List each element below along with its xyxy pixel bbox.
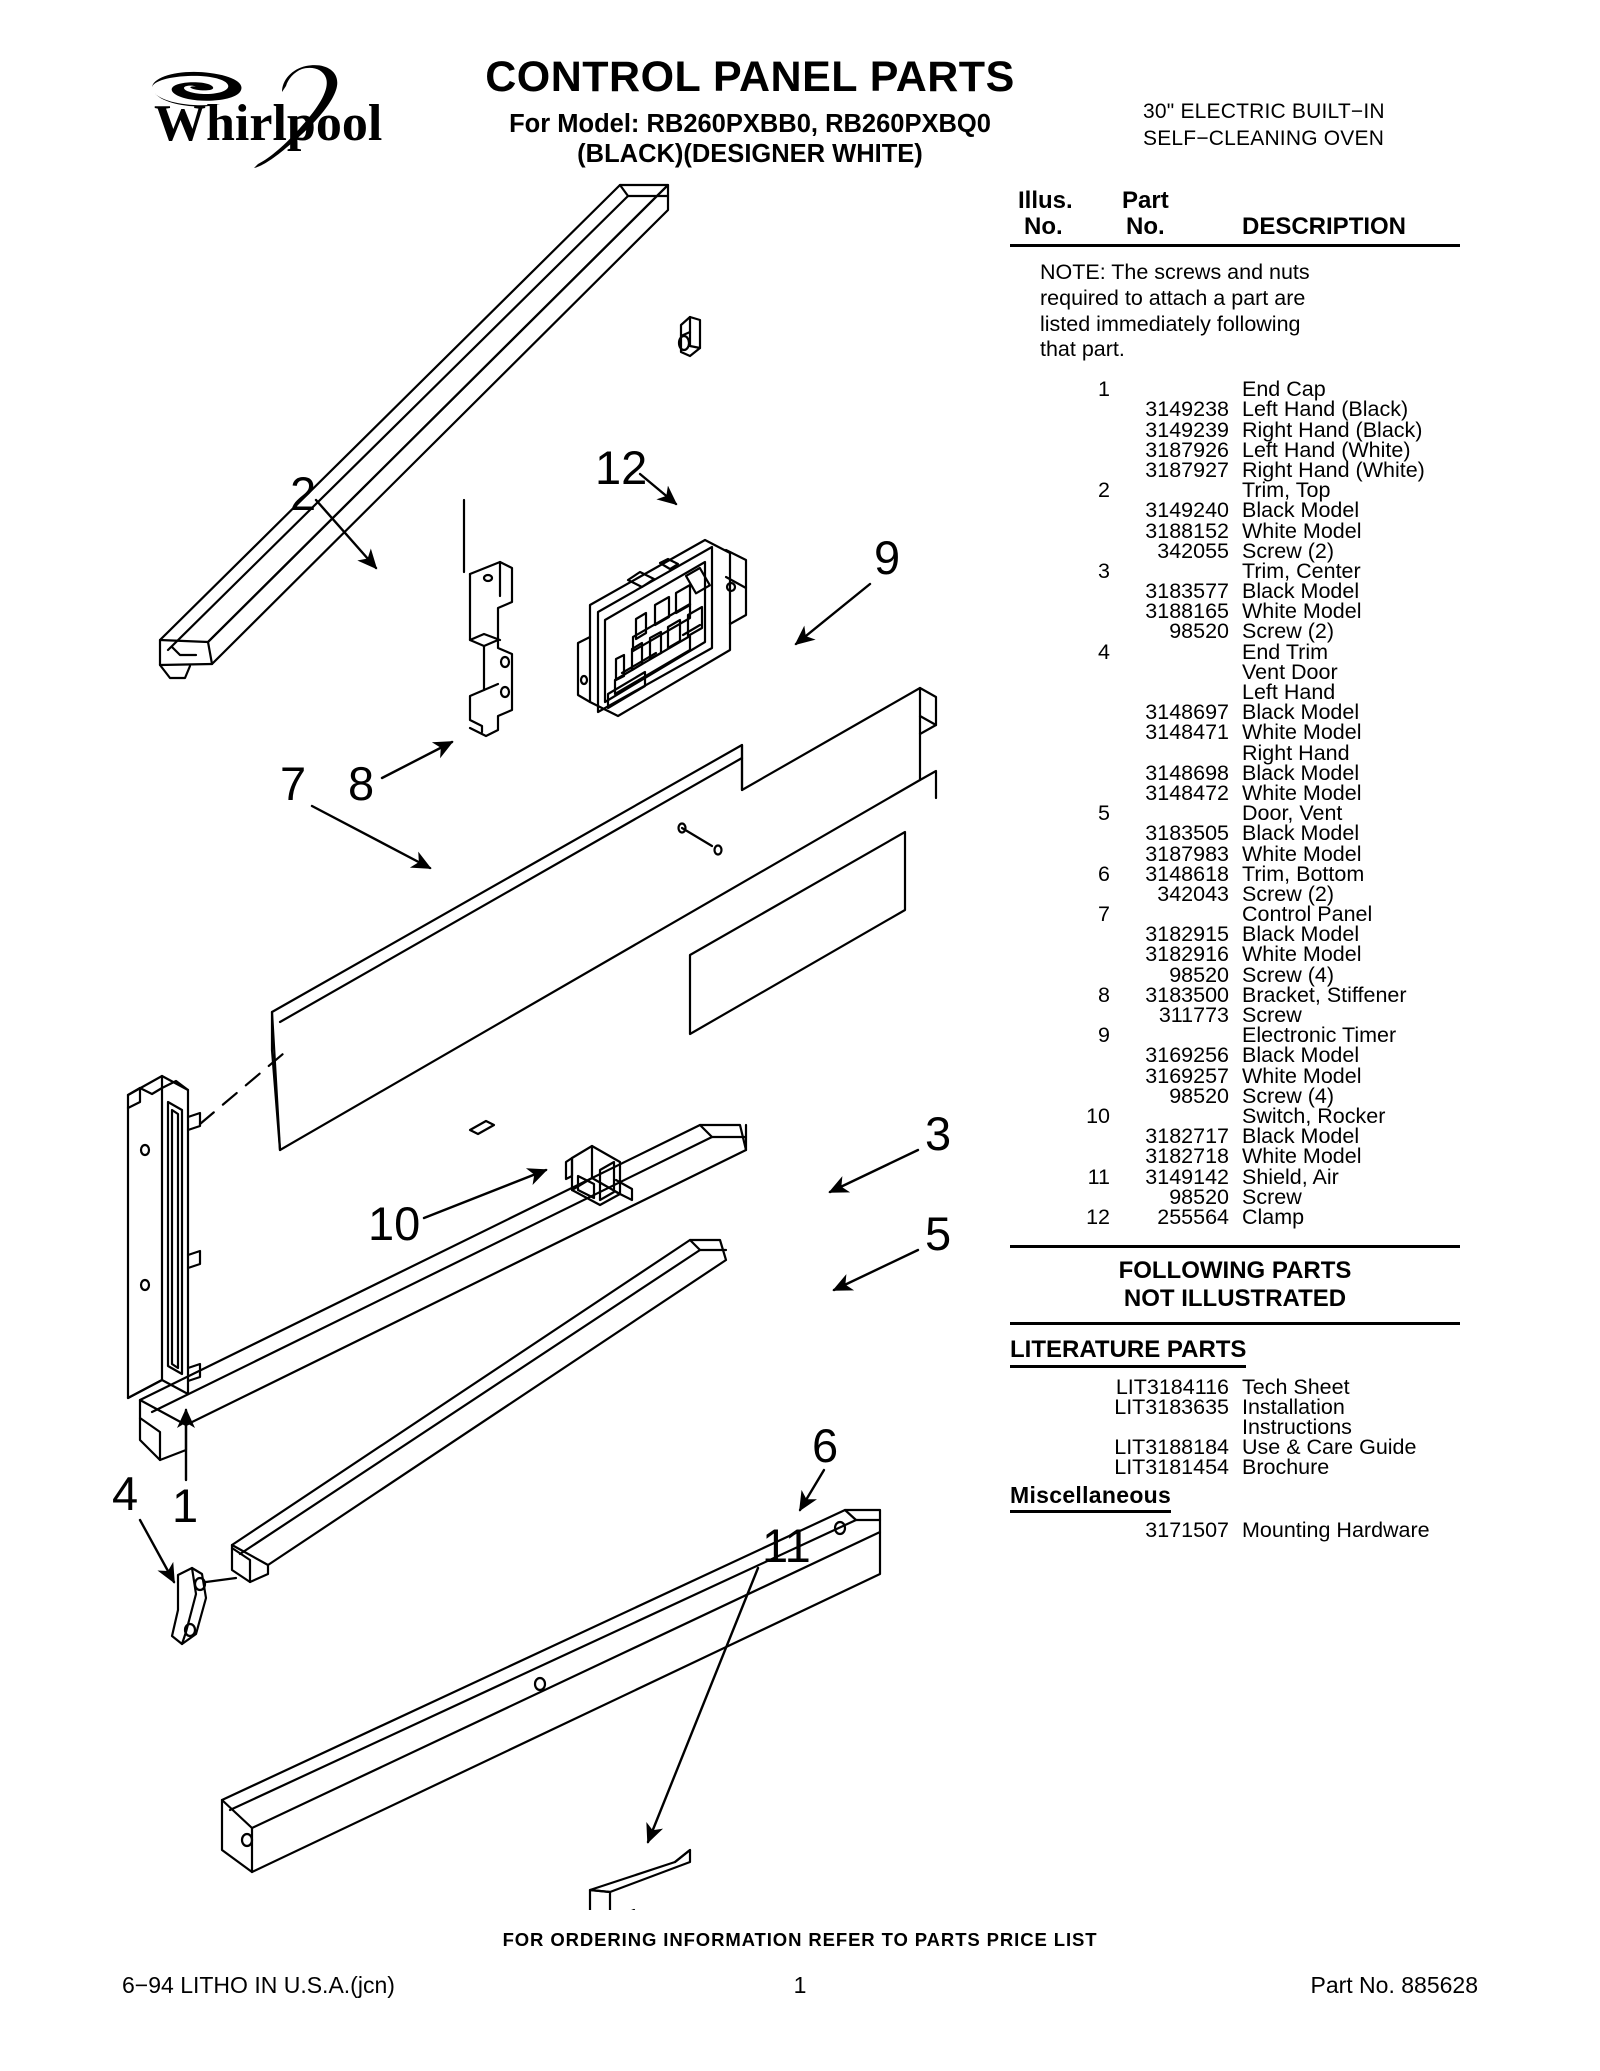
parts-row-part-no: 3183505	[1145, 821, 1229, 846]
parts-row-description: White Model	[1242, 1063, 1362, 1088]
parts-row-part-no: 3182916	[1145, 942, 1229, 967]
callout-3: 3	[925, 1107, 952, 1160]
parts-row-description: Black Model	[1242, 1043, 1360, 1068]
parts-row-part-no: 3149239	[1145, 417, 1229, 442]
parts-row-description: Electronic Timer	[1242, 1023, 1397, 1048]
parts-row	[1010, 417, 1460, 442]
parts-row	[1010, 1164, 1460, 1189]
parts-row-part-no: 3148618	[1145, 861, 1229, 886]
parts-row	[1010, 1415, 1460, 1440]
page-number: 1	[793, 1972, 807, 1998]
parts-row	[1010, 599, 1460, 624]
parts-row-description: Screw (2)	[1242, 619, 1334, 644]
parts-row-part-no: 98520	[1169, 1083, 1229, 1108]
parts-row-description: Black Model	[1242, 700, 1360, 725]
parts-row	[1010, 962, 1460, 987]
not-illustrated-line-2: NOT ILLUSTRATED	[1123, 1285, 1347, 1313]
parts-row	[1010, 1023, 1460, 1048]
part-vent-door	[232, 1240, 726, 1582]
parts-row	[1010, 538, 1460, 563]
parts-row-part-no: 3182718	[1145, 1144, 1229, 1169]
parts-row	[1010, 619, 1460, 644]
parts-row-part-no: 3149142	[1145, 1164, 1229, 1189]
parts-row-description: Left Hand	[1242, 680, 1336, 704]
parts-row	[1010, 1455, 1460, 1480]
parts-row-illus-no: 7	[1098, 902, 1110, 927]
parts-row-part-no: 3182915	[1145, 922, 1229, 947]
page-footer	[0, 1972, 1600, 2012]
parts-row-illus-no: 11	[1087, 1164, 1110, 1189]
parts-row	[1010, 881, 1460, 906]
callout-5: 5	[925, 1207, 952, 1260]
parts-row	[1010, 1435, 1460, 1460]
svg-text:Whirlpool: Whirlpool	[154, 95, 383, 152]
appliance-description	[1143, 98, 1385, 153]
parts-row-description: Installation	[1242, 1394, 1345, 1419]
parts-row-part-no: 98520	[1169, 1184, 1229, 1209]
callout-2: 2	[290, 467, 317, 520]
callout-6: 6	[812, 1419, 839, 1472]
parts-row-description: Trim, Bottom	[1242, 861, 1365, 886]
callout-7: 7	[280, 757, 307, 810]
parts-row-illus-no: 12	[1086, 1204, 1110, 1229]
parts-row-illus-no: 1	[1098, 377, 1110, 402]
parts-row-description: Bracket, Stiffener	[1242, 982, 1407, 1007]
parts-row-description: Trim, Center	[1242, 558, 1361, 583]
litho-code: 6−94 LITHO IN U.S.A.(jcn)	[122, 1972, 395, 1998]
parts-row-description: Left Hand (White)	[1242, 437, 1411, 462]
parts-row-description: White Model	[1242, 599, 1362, 624]
parts-row-description: White Model	[1242, 841, 1362, 866]
col-head-part-line2: No.	[1126, 213, 1165, 240]
parts-row-description: Right Hand (Black)	[1242, 417, 1423, 442]
parts-row-description: Black Model	[1242, 498, 1360, 523]
parts-row	[1010, 397, 1460, 422]
parts-row-part-no: 342043	[1157, 881, 1229, 906]
callout-11: 11	[762, 1519, 811, 1572]
parts-row	[1010, 861, 1460, 886]
parts-row-illus-no: 3	[1098, 558, 1110, 583]
not-illustrated-block	[1010, 1245, 1460, 1325]
parts-row	[1010, 659, 1460, 684]
parts-row-part-no: 3149238	[1145, 397, 1229, 422]
parts-row-illus-no: 9	[1098, 1023, 1110, 1048]
parts-row-part-no: 3187927	[1145, 457, 1229, 482]
parts-row-part-no: 342055	[1157, 538, 1229, 563]
parts-row-description: Screw (4)	[1242, 962, 1334, 987]
parts-row-description: White Model	[1242, 1144, 1362, 1169]
exploded-parts-diagram	[0, 150, 1010, 1910]
parts-row	[1010, 982, 1460, 1007]
part-center-trim	[140, 1125, 746, 1460]
col-head-part-line1: Part	[1122, 187, 1169, 214]
parts-row-part-no: 3148697	[1145, 700, 1229, 725]
parts-row-part-no: 3187983	[1145, 841, 1229, 866]
parts-row-part-no: 311773	[1158, 1003, 1229, 1027]
parts-note: NOTE: The screws and nuts required to attach a part are listed immediately following that part.	[1040, 260, 1310, 362]
parts-row-description: End Cap	[1242, 377, 1326, 402]
parts-row-part-no: LIT3183635	[1114, 1394, 1229, 1419]
parts-row	[1010, 1184, 1460, 1209]
miscellaneous-rows	[1010, 1517, 1460, 1542]
parts-row-description: Clamp	[1242, 1204, 1305, 1229]
parts-row-description: White Model	[1242, 780, 1362, 805]
col-head-illus-line1: Illus.	[1018, 187, 1073, 214]
parts-row-description: End Trim	[1242, 639, 1329, 664]
parts-row	[1010, 1043, 1460, 1068]
callout-4: 4	[112, 1467, 139, 1520]
parts-row-part-no: 3148472	[1145, 780, 1229, 805]
callout-9: 9	[874, 531, 901, 584]
parts-row-part-no: 3188165	[1145, 599, 1229, 624]
parts-row-part-no: 3188152	[1145, 518, 1229, 543]
parts-row	[1010, 437, 1460, 462]
parts-row	[1010, 821, 1460, 846]
parts-table-header	[1010, 188, 1460, 244]
parts-row-description: Left Hand (Black)	[1242, 397, 1409, 422]
parts-rows	[1010, 379, 1460, 1227]
parts-row-description: Screw (2)	[1242, 881, 1334, 906]
parts-row	[1010, 1394, 1460, 1419]
parts-row-part-no: 3169256	[1145, 1043, 1229, 1068]
parts-row-description: White Model	[1242, 720, 1362, 745]
callout-1: 1	[172, 1479, 199, 1532]
parts-row-description: Trim, Top	[1242, 478, 1331, 503]
parts-row-description: Use & Care Guide	[1242, 1435, 1417, 1460]
parts-row-description: Screw (2)	[1242, 538, 1334, 563]
parts-row-illus-no: 5	[1098, 801, 1110, 826]
parts-row-part-no: 255564	[1157, 1204, 1229, 1229]
parts-row-description: Mounting Hardware	[1242, 1517, 1430, 1542]
parts-row-description: Control Panel	[1242, 902, 1373, 927]
parts-row-description: Switch, Rocker	[1242, 1103, 1386, 1128]
parts-row	[1010, 457, 1460, 482]
parts-row	[1010, 478, 1460, 503]
parts-row	[1010, 558, 1460, 583]
parts-row-part-no: 3171507	[1145, 1517, 1229, 1542]
parts-row-part-no: LIT3181454	[1114, 1455, 1229, 1480]
literature-rows	[1010, 1374, 1460, 1480]
parts-row	[1010, 922, 1460, 947]
callout-8: 8	[348, 757, 375, 810]
parts-row	[1010, 942, 1460, 967]
part-clamp	[679, 317, 700, 356]
appliance-line-1: 30" ELECTRIC BUILT−IN	[1143, 100, 1385, 123]
parts-row-part-no: 3148698	[1145, 760, 1229, 785]
parts-row	[1010, 1083, 1460, 1108]
parts-row	[1010, 1063, 1460, 1088]
parts-row	[1010, 1124, 1460, 1149]
parts-row-illus-no: 10	[1086, 1103, 1110, 1128]
part-stiffener-bracket	[464, 500, 512, 736]
parts-row-illus-no: 2	[1098, 478, 1110, 503]
parts-row-illus-no: 8	[1098, 982, 1110, 1007]
parts-row-part-no: LIT3188184	[1114, 1435, 1229, 1460]
parts-row	[1010, 377, 1460, 402]
parts-row-part-no: 3183577	[1145, 579, 1229, 604]
parts-row-description: Screw (4)	[1242, 1083, 1334, 1108]
color-line: (BLACK)(DESIGNER WHITE)	[577, 140, 923, 169]
parts-row-description: Black Model	[1242, 922, 1360, 947]
ordering-information: FOR ORDERING INFORMATION REFER TO PARTS PRICE LIST	[502, 1929, 1098, 1950]
parts-row-description: Shield, Air	[1242, 1164, 1339, 1189]
parts-row-description: Door, Vent	[1242, 801, 1343, 826]
not-illustrated-rule-bottom	[1010, 1322, 1460, 1325]
appliance-line-2: SELF−CLEANING OVEN	[1143, 127, 1385, 151]
parts-row	[1010, 780, 1460, 805]
parts-row-description: Black Model	[1242, 1124, 1360, 1149]
parts-row-description: Brochure	[1242, 1455, 1330, 1480]
publication-part-number: Part No. 885628	[1310, 1972, 1478, 1998]
parts-row	[1010, 1144, 1460, 1169]
parts-row-part-no: 3148471	[1145, 720, 1229, 745]
parts-row-part-no: 3169257	[1145, 1063, 1229, 1088]
model-line: For Model: RB260PXBB0, RB260PXBQ0	[509, 109, 991, 138]
callout-10: 10	[368, 1197, 421, 1250]
callout-12: 12	[595, 441, 648, 494]
parts-row-part-no: 3187926	[1145, 437, 1229, 462]
literature-parts-heading: LITERATURE PARTS	[1010, 1336, 1246, 1368]
parts-row	[1010, 579, 1460, 604]
parts-row	[1010, 498, 1460, 523]
part-air-shield	[590, 1850, 690, 1910]
part-end-trim-clip	[172, 1568, 236, 1644]
parts-row	[1010, 801, 1460, 826]
header-rule	[1010, 244, 1460, 247]
miscellaneous-heading: Miscellaneous	[1010, 1482, 1171, 1513]
not-illustrated-line-1: FOLLOWING PARTS	[1118, 1257, 1352, 1285]
parts-row-description: White Model	[1242, 942, 1362, 967]
parts-row	[1010, 700, 1460, 725]
parts-list	[1010, 188, 1460, 1540]
parts-row-description: Tech Sheet	[1242, 1374, 1350, 1399]
parts-row-illus-no: 6	[1098, 861, 1110, 886]
parts-row-description: Instructions	[1242, 1415, 1352, 1440]
parts-row-part-no: 3183500	[1145, 982, 1229, 1007]
parts-row-description: Right Hand (White)	[1242, 457, 1425, 482]
parts-row	[1010, 760, 1460, 785]
parts-row	[1010, 740, 1460, 765]
parts-row-description: Vent Door	[1242, 659, 1338, 684]
parts-row-part-no: LIT3184116	[1115, 1374, 1229, 1399]
parts-row	[1010, 841, 1460, 866]
parts-row-part-no: 3149240	[1145, 498, 1229, 523]
parts-row	[1010, 1204, 1460, 1229]
parts-row	[1010, 720, 1460, 745]
parts-row	[1010, 1103, 1460, 1128]
parts-row	[1010, 1005, 1460, 1025]
parts-row-description: Screw	[1242, 1184, 1302, 1209]
parts-row-description: Black Model	[1242, 760, 1360, 785]
col-head-description: DESCRIPTION	[1242, 213, 1407, 240]
part-end-cap	[128, 1076, 200, 1398]
parts-row-description: Black Model	[1242, 821, 1360, 846]
parts-row	[1010, 682, 1460, 702]
parts-row-description: Right Hand	[1242, 740, 1350, 765]
parts-row-illus-no: 4	[1098, 639, 1110, 664]
parts-row	[1010, 639, 1460, 664]
parts-row-description: Screw	[1242, 1003, 1302, 1027]
parts-row-part-no: 98520	[1169, 619, 1229, 644]
parts-row	[1010, 902, 1460, 927]
parts-row	[1010, 1374, 1460, 1399]
page-title: CONTROL PANEL PARTS	[485, 53, 1015, 101]
col-head-illus-line2: No.	[1024, 213, 1063, 240]
parts-row-part-no: 98520	[1169, 962, 1229, 987]
parts-row-description: Black Model	[1242, 579, 1360, 604]
parts-row	[1010, 518, 1460, 543]
parts-row	[1010, 1517, 1460, 1542]
parts-row-description: White Model	[1242, 518, 1362, 543]
parts-row-part-no: 3182717	[1145, 1124, 1229, 1149]
part-electronic-timer	[578, 540, 746, 716]
